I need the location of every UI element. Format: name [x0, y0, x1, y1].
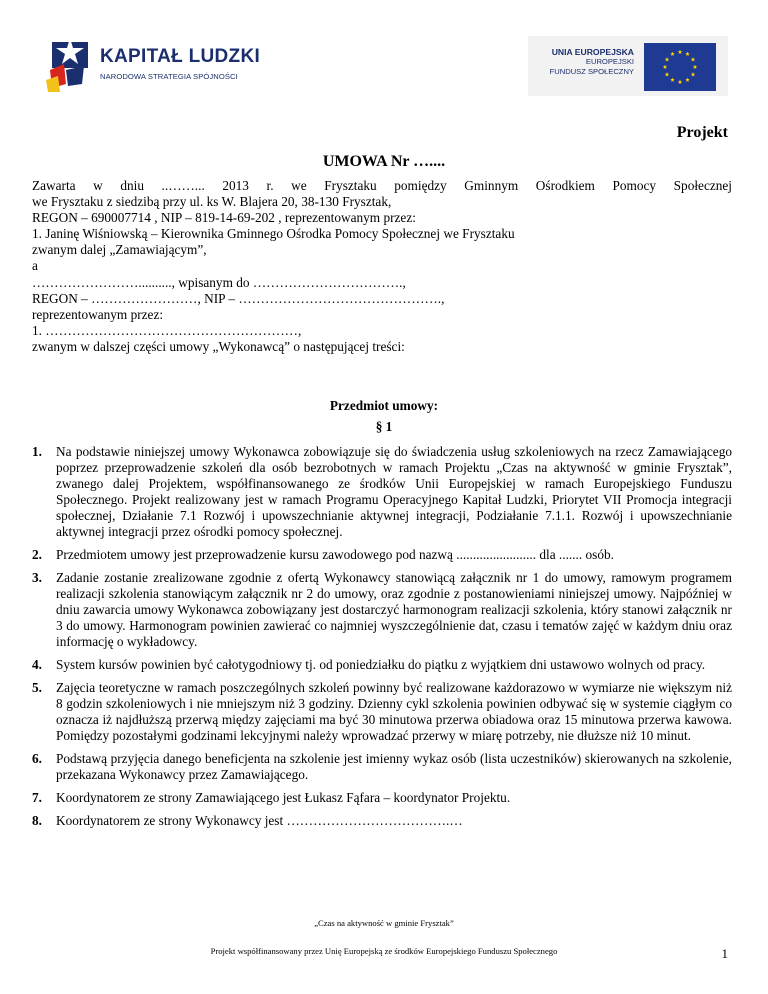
clause-text: System kursów powinien być całotygodniowy tj. od poniedziałku do piątku z wyjątkiem dni ustawowo wolnych od pracy. — [56, 657, 706, 672]
clause-item — [32, 813, 732, 829]
intro-line: …………………….........., wpisanym do ……………………………., — [32, 274, 406, 290]
clause-list — [32, 444, 732, 836]
clause-item — [32, 547, 732, 563]
intro-line: 1. Janinę Wiśniowską – Kierownika Gminnego Ośrodka Pomocy Społecznej we Frysztaku — [32, 226, 515, 242]
kapital-ludzki-emblem — [44, 36, 96, 94]
document-title: UMOWA Nr ….... — [322, 153, 446, 170]
clause-item — [32, 444, 732, 540]
clause-item — [32, 570, 732, 650]
intro-line: 1. …………………………………………………, — [32, 322, 302, 338]
eu-flag-icon — [644, 43, 716, 91]
clause-text: Koordynatorem ze strony Wykonawcy jest ……………………………….… — [56, 813, 463, 828]
kapital-ludzki-subtitle: NARODOWA STRATEGIA SPÓJNOŚCI — [100, 72, 238, 81]
eu-logo-line2: EUROPEJSKI — [585, 57, 634, 66]
clause-text: Przedmiotem umowy jest przeprowadzenie kursu zawodowego pod nazwą ........................ dla ....... osób. — [56, 547, 614, 562]
clause-number: 4. — [32, 657, 42, 672]
eu-logo-text — [536, 47, 634, 77]
clause-item — [32, 790, 732, 806]
intro-line: zwanym w dalszej części umowy „Wykonawcą” o następującej treści: — [32, 338, 405, 354]
clause-number: 2. — [32, 547, 42, 562]
intro-line: a — [32, 258, 38, 274]
intro-block — [32, 178, 732, 355]
footer-project-name: „Czas na aktywność w gminie Frysztak” — [314, 918, 454, 928]
clause-text: Podstawą przyjęcia danego beneficjenta na szkolenie jest imienny wykaz osób (lista uczestników) skierowanych na szkolenie, przekazana Wykonawcy przez Zamawiającego. — [56, 751, 732, 782]
footer-cofinancing-note: Projekt współfinansowany przez Unię Europejską ze środków Europejskiego Funduszu Społecznego — [210, 946, 558, 956]
clause-text: Zajęcia teoretyczne w ramach poszczególnych szkoleń powinny być realizowane każdorazowo w wymiarze nie większym niż 8 godzin szkoleniowych i nie mniejszym niż 3 godziny. Dzienny cykl szkolenia powinien odbywać się w systemie ciągłym co oznacza iż najdłuższą przerwą między zajęciami ma być 30 minutowa przerwa obiadowa oraz 15 minutowa przerwa kawowa. Pomiędzy pozostałymi godzinami lekcyjnymi należy wprowadzać przerwy w miarę potrzeby, nie dłuższe niż 10 minut. — [56, 680, 732, 743]
clause-number: 5. — [32, 680, 42, 695]
intro-line: zwanym dalej „Zamawiającym”, — [32, 242, 207, 258]
clause-number: 6. — [32, 751, 42, 766]
eu-logo — [528, 36, 728, 96]
document-label: Projekt — [676, 124, 728, 141]
clause-number: 1. — [32, 444, 42, 459]
intro-line: we Frysztaku z siedzibą przy ul. ks W. Blajera 20, 38-130 Frysztak, — [32, 194, 392, 210]
paragraph-mark: § 1 — [375, 419, 393, 434]
clause-number: 7. — [32, 790, 42, 805]
clause-item — [32, 657, 732, 673]
kapital-ludzki-title: KAPITAŁ LUDZKI — [100, 46, 261, 67]
eu-logo-line1: UNIA EUROPEJSKA — [551, 47, 634, 57]
kapital-ludzki-logo — [44, 36, 261, 96]
intro-line: Zawarta w dniu ..……... 2013 r. we Frysztaku pomiędzy Gminnym Ośrodkiem Pomocy Społecznej — [32, 178, 732, 193]
clause-item — [32, 680, 732, 744]
intro-line: reprezentowanym przez: — [32, 306, 164, 322]
clause-text: Zadanie zostanie zrealizowane zgodnie z ofertą Wykonawcy stanowiącą załącznik nr 1 do umowy, ramowym programem realizacji szkolenia stanowiącym załącznik nr 2 do umowy, oraz zgodnie z postanowieniami niniejszej umowy. Najpóźniej w dniu zawarcia umowy Wykonawca zobowiązany jest dostarczyć harmonogram realizacji szkolenia, który stanowi załącznik nr 3 do umowy. Harmonogram powinien zawierać co najmniej wyszczególnienie dat, czasu i tematów zajęć w każdym dniu oraz informację o wykładowcy. — [56, 570, 732, 649]
page-number: 1 — [721, 946, 728, 961]
clause-item — [32, 751, 732, 783]
clause-text: Na podstawie niniejszej umowy Wykonawca zobowiązuje się do świadczenia usług szkoleniowych na rzecz Zamawiającego poprzez przeprowadzenie szkoleń dla osób bezrobotnych w ramach Projektu „Czas na aktywność w gminie Frysztak”, zwanego dalej Projektem, współfinansowanego ze środków Unii Europejskiej w ramach Europejskiego Funduszu Społecznego. Projekt realizowany jest w ramach Programu Operacyjnego Kapitał Ludzki, Priorytet VII Promocja integracji społecznej, Działanie 7.1 Rozwój i upowszechnianie aktywnej integracji, Podziałanie 7.1.1. Rozwój i upowszechnianie aktywnej integracji przez ośrodki pomocy społecznej. — [56, 444, 732, 539]
section-title: Przedmiot umowy: — [329, 398, 439, 413]
clause-number: 8. — [32, 813, 42, 828]
intro-line: REGON – ……………………, NIP – ………………………………………., — [32, 290, 445, 306]
intro-line: REGON – 690007714 , NIP – 819-14-69-202 , reprezentowanym przez: — [32, 210, 416, 226]
clause-text: Koordynatorem ze strony Zamawiającego jest Łukasz Fąfara – koordynator Projektu. — [56, 790, 511, 805]
eu-logo-line3: FUNDUSZ SPOŁECZNY — [549, 67, 634, 76]
clause-number: 3. — [32, 570, 42, 585]
